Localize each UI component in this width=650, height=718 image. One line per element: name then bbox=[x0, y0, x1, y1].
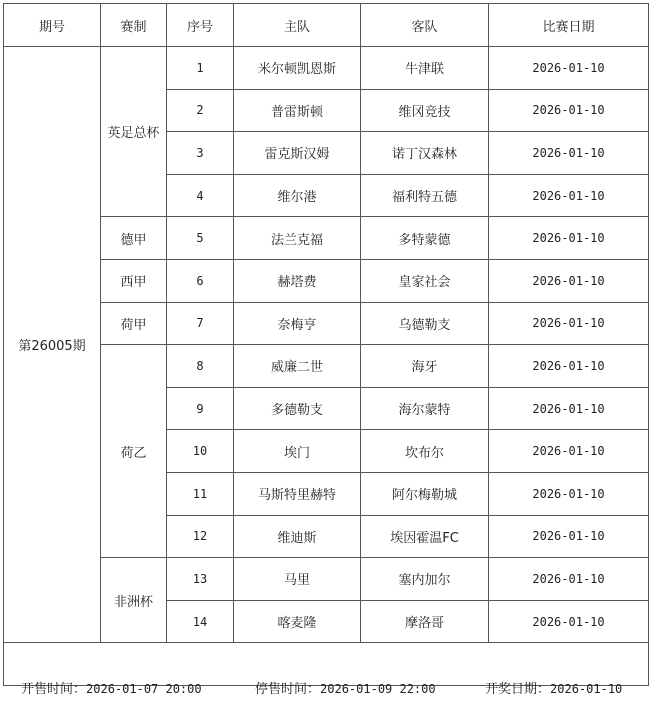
table-row bbox=[4, 558, 649, 601]
away-team-cell: 埃因霍温FC bbox=[361, 515, 489, 558]
match-date-cell: 2026-01-10 bbox=[489, 217, 649, 260]
seq-cell: 2 bbox=[167, 89, 234, 132]
home-team-cell: 维迪斯 bbox=[234, 515, 361, 558]
sale-start-label: 开售时间： bbox=[21, 681, 87, 697]
header-row bbox=[4, 4, 649, 47]
league-cell: 英足总杯 bbox=[101, 47, 167, 217]
match-date-cell: 2026-01-10 bbox=[489, 132, 649, 175]
match-date-cell: 2026-01-10 bbox=[489, 387, 649, 430]
away-team-cell: 牛津联 bbox=[361, 47, 489, 90]
table-row bbox=[4, 345, 649, 388]
match-date-cell: 2026-01-10 bbox=[489, 515, 649, 558]
seq-cell: 8 bbox=[167, 345, 234, 388]
home-team-cell: 喀麦隆 bbox=[234, 600, 361, 643]
away-team-cell: 阿尔梅勒城 bbox=[361, 472, 489, 515]
sale-start-info bbox=[21, 678, 202, 697]
seq-cell: 9 bbox=[167, 387, 234, 430]
table-row bbox=[4, 302, 649, 345]
league-cell: 非洲杯 bbox=[101, 558, 167, 643]
seq-cell: 1 bbox=[167, 47, 234, 90]
away-team-cell: 海牙 bbox=[361, 345, 489, 388]
schedule-table bbox=[3, 3, 649, 686]
match-date-cell: 2026-01-10 bbox=[489, 472, 649, 515]
home-team-cell: 埃门 bbox=[234, 430, 361, 473]
match-date-cell: 2026-01-10 bbox=[489, 430, 649, 473]
home-team-cell: 威廉二世 bbox=[234, 345, 361, 388]
home-team-cell: 奈梅亨 bbox=[234, 302, 361, 345]
draw-date-value: 2026-01-10 bbox=[550, 681, 623, 696]
draw-date-label: 开奖日期： bbox=[485, 681, 551, 697]
home-team-cell: 雷克斯汉姆 bbox=[234, 132, 361, 175]
seq-cell: 11 bbox=[167, 472, 234, 515]
seq-cell: 12 bbox=[167, 515, 234, 558]
table-row bbox=[4, 217, 649, 260]
league-cell: 荷甲 bbox=[101, 302, 167, 345]
match-date-cell: 2026-01-10 bbox=[489, 89, 649, 132]
header-league: 赛制 bbox=[101, 4, 167, 47]
away-team-cell: 福利特五德 bbox=[361, 174, 489, 217]
league-cell: 荷乙 bbox=[101, 345, 167, 558]
seq-cell: 5 bbox=[167, 217, 234, 260]
league-cell: 西甲 bbox=[101, 259, 167, 302]
home-team-cell: 赫塔费 bbox=[234, 259, 361, 302]
away-team-cell: 皇家社会 bbox=[361, 259, 489, 302]
away-team-cell: 坎布尔 bbox=[361, 430, 489, 473]
seq-cell: 10 bbox=[167, 430, 234, 473]
home-team-cell: 马斯特里赫特 bbox=[234, 472, 361, 515]
match-date-cell: 2026-01-10 bbox=[489, 259, 649, 302]
header-date: 比赛日期 bbox=[489, 4, 649, 47]
away-team-cell: 诺丁汉森林 bbox=[361, 132, 489, 175]
header-away: 客队 bbox=[361, 4, 489, 47]
match-date-cell: 2026-01-10 bbox=[489, 47, 649, 90]
sale-stop-label: 停售时间： bbox=[255, 681, 321, 697]
match-date-cell: 2026-01-10 bbox=[489, 558, 649, 601]
home-team-cell: 马里 bbox=[234, 558, 361, 601]
sale-stop-info bbox=[255, 678, 436, 697]
away-team-cell: 塞内加尔 bbox=[361, 558, 489, 601]
period-cell: 第26005期 bbox=[4, 47, 101, 643]
sale-stop-value: 2026-01-09 22:00 bbox=[320, 681, 436, 696]
home-team-cell: 米尔顿凯恩斯 bbox=[234, 47, 361, 90]
table-row bbox=[4, 47, 649, 90]
match-date-cell: 2026-01-10 bbox=[489, 302, 649, 345]
home-team-cell: 法兰克福 bbox=[234, 217, 361, 260]
away-team-cell: 海尔蒙特 bbox=[361, 387, 489, 430]
seq-cell: 3 bbox=[167, 132, 234, 175]
home-team-cell: 普雷斯顿 bbox=[234, 89, 361, 132]
sale-info-footer bbox=[3, 670, 648, 704]
away-team-cell: 摩洛哥 bbox=[361, 600, 489, 643]
away-team-cell: 乌德勒支 bbox=[361, 302, 489, 345]
header-period: 期号 bbox=[4, 4, 101, 47]
seq-cell: 13 bbox=[167, 558, 234, 601]
seq-cell: 4 bbox=[167, 174, 234, 217]
home-team-cell: 多德勒支 bbox=[234, 387, 361, 430]
match-date-cell: 2026-01-10 bbox=[489, 600, 649, 643]
seq-cell: 14 bbox=[167, 600, 234, 643]
league-cell: 德甲 bbox=[101, 217, 167, 260]
header-home: 主队 bbox=[234, 4, 361, 47]
match-date-cell: 2026-01-10 bbox=[489, 345, 649, 388]
header-seq: 序号 bbox=[167, 4, 234, 47]
seq-cell: 6 bbox=[167, 259, 234, 302]
draw-date-info bbox=[485, 678, 622, 697]
away-team-cell: 维冈竞技 bbox=[361, 89, 489, 132]
table-row bbox=[4, 259, 649, 302]
away-team-cell: 多特蒙德 bbox=[361, 217, 489, 260]
match-date-cell: 2026-01-10 bbox=[489, 174, 649, 217]
sale-start-value: 2026-01-07 20:00 bbox=[86, 681, 202, 696]
home-team-cell: 维尔港 bbox=[234, 174, 361, 217]
seq-cell: 7 bbox=[167, 302, 234, 345]
